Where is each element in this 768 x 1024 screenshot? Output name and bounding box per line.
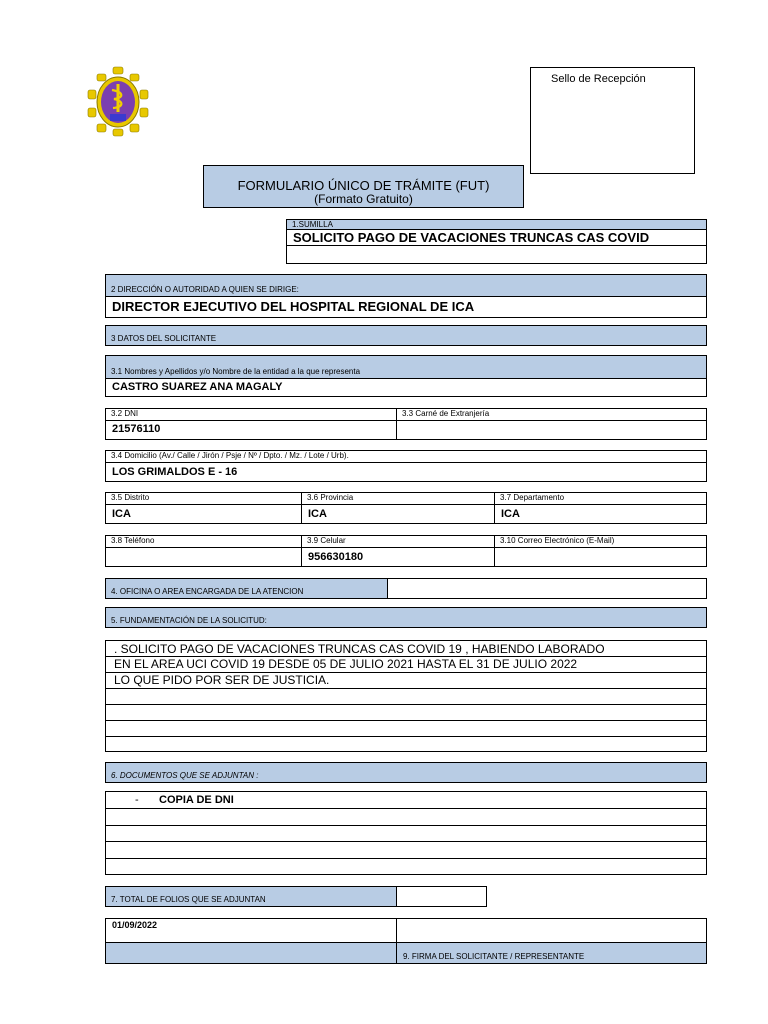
folios-label: 7. TOTAL DE FOLIOS QUE SE ADJUNTAN <box>111 895 266 904</box>
fecha-value[interactable]: 01/09/2022 <box>112 920 158 930</box>
sumilla-label: 1.SUMILLA <box>292 220 333 229</box>
documentos-label: 6. DOCUMENTOS QUE SE ADJUNTAN : <box>111 771 259 780</box>
section-datos-solicitante <box>105 325 707 346</box>
telefono-label: 3.8 Teléfono <box>111 536 155 545</box>
section-fundamentacion-header <box>105 607 707 628</box>
section-sumilla <box>286 219 707 264</box>
section-autoridad <box>105 274 707 318</box>
documento-item: COPIA DE DNI <box>159 794 234 806</box>
nombres-value[interactable]: CASTRO SUAREZ ANA MAGALY <box>112 381 283 393</box>
section-oficina <box>105 578 707 599</box>
fundamentacion-line-1: . SOLICITO PAGO DE VACACIONES TRUNCAS CAS COVID 19 , HABIENDO LABORADO <box>114 642 605 656</box>
section-documentos-header <box>105 762 707 783</box>
documentos-body[interactable] <box>105 791 707 875</box>
oficina-label: 4. OFICINA O AREA ENCARGADA DE LA ATENCION <box>111 587 304 596</box>
domicilio-label: 3.4 Domicilio (Av./ Calle / Jirón / Psje / Nº / Dpto. / Mz. / Lote / Urb). <box>111 451 349 460</box>
fundamentacion-label: 5. FUNDAMENTACIÓN DE LA SOLICITUD: <box>111 616 267 625</box>
provincia-label: 3.6 Provincia <box>307 493 354 502</box>
correo-label: 3.10 Correo Electrónico (E-Mail) <box>500 536 615 545</box>
documento-bullet: - <box>135 794 139 806</box>
firma-label: 9. FIRMA DEL SOLICITANTE / REPRESENTANTE <box>403 952 585 961</box>
fundamentacion-line-2: EN EL AREA UCI COVID 19 DESDE 05 DE JULIO 2021 HASTA EL 31 DE JULIO 2022 <box>114 657 578 671</box>
section-nombres <box>105 355 707 397</box>
celular-label: 3.9 Celular <box>307 536 346 545</box>
reception-stamp-label: Sello de Recepción <box>551 73 646 85</box>
distrito-label: 3.5 Distrito <box>111 493 150 502</box>
autoridad-value[interactable]: DIRECTOR EJECUTIVO DEL HOSPITAL REGIONAL DE ICA <box>112 299 475 314</box>
section-dni <box>105 408 707 440</box>
departamento-label: 3.7 Departamento <box>500 493 565 502</box>
fundamentacion-body[interactable] <box>105 640 707 752</box>
autoridad-label: 2 DIRECCIÓN O AUTORIDAD A QUIEN SE DIRIGE: <box>111 285 299 294</box>
reception-stamp-box <box>530 67 695 174</box>
form-title: FORMULARIO ÚNICO DE TRÁMITE (FUT) <box>237 178 490 193</box>
section-contacto <box>105 535 707 567</box>
section-ubicacion <box>105 492 707 524</box>
fundamentacion-line-3: LO QUE PIDO POR SER DE JUSTICIA. <box>114 673 330 687</box>
datos-solicitante-label: 3 DATOS DEL SOLICITANTE <box>111 334 217 343</box>
form-subtitle: (Formato Gratuito) <box>314 192 413 206</box>
section-folios <box>105 886 487 907</box>
section-fecha-firma <box>105 918 707 964</box>
shield-logo <box>86 66 150 138</box>
provincia-value[interactable]: ICA <box>308 508 327 520</box>
dni-label: 3.2 DNI <box>111 409 139 418</box>
nombres-label: 3.1 Nombres y Apellidos y/o Nombre de la entidad a la que representa <box>111 367 361 376</box>
dni-value[interactable]: 21576110 <box>112 423 161 435</box>
departamento-value[interactable]: ICA <box>501 508 520 520</box>
carne-label: 3.3 Carné de Extranjería <box>402 409 490 418</box>
celular-value[interactable]: 956630180 <box>308 551 364 563</box>
sumilla-value[interactable]: SOLICITO PAGO DE VACACIONES TRUNCAS CAS COVID <box>287 230 706 246</box>
form-title-box <box>203 165 524 208</box>
distrito-value[interactable]: ICA <box>112 508 131 520</box>
domicilio-value[interactable]: LOS GRIMALDOS E - 16 <box>112 466 238 478</box>
section-domicilio <box>105 450 707 482</box>
